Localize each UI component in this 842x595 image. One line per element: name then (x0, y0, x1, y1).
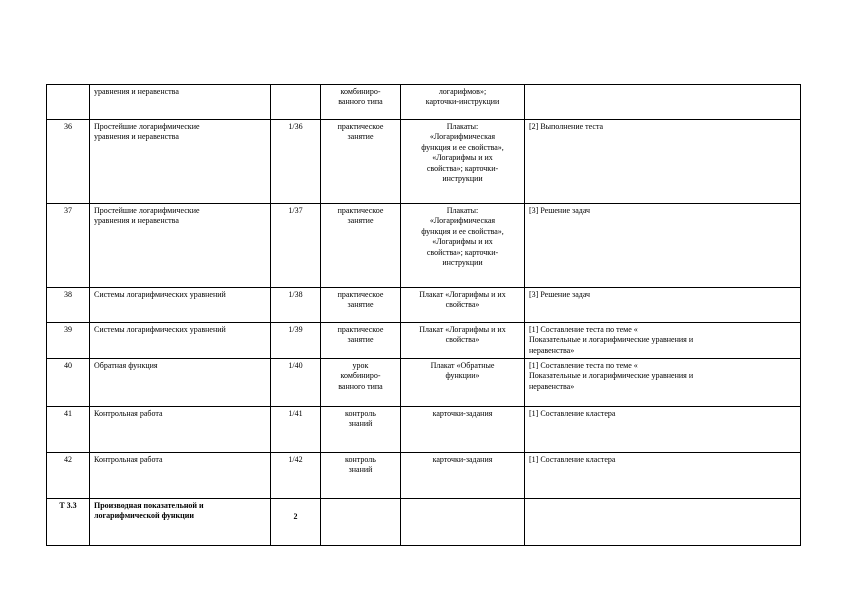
cell-lesson-type (321, 499, 401, 546)
cell-topic: Системы логарифмических уравнений (90, 288, 271, 323)
cell-hours: 1/38 (271, 288, 321, 323)
cell-hours: 1/39 (271, 323, 321, 359)
table-row (47, 499, 801, 546)
table-row (47, 323, 801, 359)
cell-teaching-aids: Плакаты: «Логарифмическая функция и ее свойства», «Логарифмы и их свойства»; карточки- инструкции (401, 120, 525, 204)
cell-teaching-aids: логарифмов»; карточки-инструкции (401, 85, 525, 120)
table-row (47, 407, 801, 453)
cell-topic: Производная показательной и логарифмической функции (90, 499, 271, 546)
cell-hours: 1/42 (271, 453, 321, 499)
cell-lesson-type: практическое занятие (321, 288, 401, 323)
cell-independent-work: [1] Составление теста по теме « Показательные и логарифмические уравнения и неравенства» (525, 359, 801, 407)
cell-number: 42 (47, 453, 90, 499)
cell-hours (271, 85, 321, 120)
cell-number: 37 (47, 204, 90, 288)
cell-lesson-type: практическое занятие (321, 120, 401, 204)
table-row (47, 288, 801, 323)
cell-hours: 2 (271, 499, 321, 546)
cell-independent-work: [2] Выполнение теста (525, 120, 801, 204)
cell-teaching-aids: Плакат «Логарифмы и их свойства» (401, 288, 525, 323)
cell-independent-work: [1] Составление теста по теме « Показательные и логарифмические уравнения и неравенства» (525, 323, 801, 359)
cell-teaching-aids: Плакат «Обратные функции» (401, 359, 525, 407)
cell-teaching-aids: карточки-задания (401, 407, 525, 453)
cell-independent-work: [1] Составление кластера (525, 407, 801, 453)
cell-independent-work: [3] Решение задач (525, 288, 801, 323)
cell-number (47, 85, 90, 120)
cell-hours: 1/36 (271, 120, 321, 204)
cell-hours: 1/40 (271, 359, 321, 407)
table-row (47, 453, 801, 499)
cell-lesson-type: практическое занятие (321, 323, 401, 359)
cell-topic: Простейшие логарифмические уравнения и неравенства (90, 120, 271, 204)
cell-number: Т 3.3 (47, 499, 90, 546)
cell-topic: Контрольная работа (90, 407, 271, 453)
cell-topic: Системы логарифмических уравнений (90, 323, 271, 359)
cell-independent-work: [1] Составление кластера (525, 453, 801, 499)
cell-independent-work: [3] Решение задач (525, 204, 801, 288)
cell-independent-work (525, 499, 801, 546)
cell-teaching-aids: Плакаты: «Логарифмическая функция и ее свойства», «Логарифмы и их свойства»; карточки- инструкции (401, 204, 525, 288)
cell-hours: 1/37 (271, 204, 321, 288)
table-row (47, 120, 801, 204)
cell-lesson-type: контроль знаний (321, 407, 401, 453)
cell-teaching-aids (401, 499, 525, 546)
cell-lesson-type: контроль знаний (321, 453, 401, 499)
cell-teaching-aids: Плакат «Логарифмы и их свойства» (401, 323, 525, 359)
cell-independent-work (525, 85, 801, 120)
table-row (47, 204, 801, 288)
cell-number: 39 (47, 323, 90, 359)
lesson-plan-table (46, 84, 801, 546)
cell-number: 41 (47, 407, 90, 453)
cell-lesson-type: комбиниро- ванного типа (321, 85, 401, 120)
table-row (47, 359, 801, 407)
cell-lesson-type: урок комбиниро- ванного типа (321, 359, 401, 407)
cell-topic: Простейшие логарифмические уравнения и неравенства (90, 204, 271, 288)
cell-teaching-aids: карточки-задания (401, 453, 525, 499)
table-row (47, 85, 801, 120)
cell-lesson-type: практическое занятие (321, 204, 401, 288)
cell-number: 38 (47, 288, 90, 323)
cell-topic: уравнения и неравенства (90, 85, 271, 120)
cell-number: 36 (47, 120, 90, 204)
cell-topic: Обратная функция (90, 359, 271, 407)
cell-hours: 1/41 (271, 407, 321, 453)
cell-number: 40 (47, 359, 90, 407)
table-body (47, 85, 801, 546)
cell-topic: Контрольная работа (90, 453, 271, 499)
